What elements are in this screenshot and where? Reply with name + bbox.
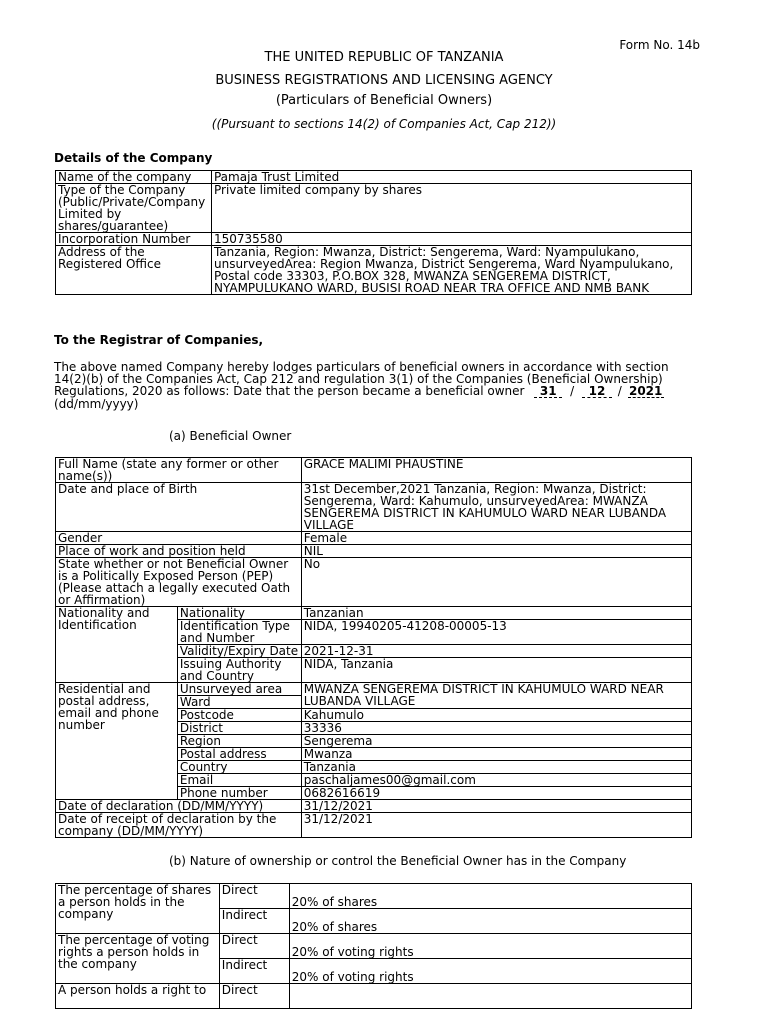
country-heading: THE UNITED REPUBLIC OF TANZANIA bbox=[264, 50, 504, 65]
company-section-title: Details of the Company bbox=[54, 151, 213, 165]
residential-group-label: Residential and postal address, email and phone number bbox=[56, 683, 178, 800]
shares-indirect-value: 20% of shares bbox=[289, 909, 691, 934]
shares-indirect-label: Indirect bbox=[219, 909, 289, 934]
postal-address-value: Mwanza bbox=[301, 748, 691, 761]
date-separator: / bbox=[570, 384, 575, 398]
dob-label: Date and place of Birth bbox=[56, 483, 302, 532]
table-row bbox=[56, 934, 692, 959]
company-type-value: Private limited company by shares bbox=[211, 184, 691, 233]
table-row bbox=[56, 800, 692, 813]
pursuant-note: ((Pursuant to sections 14(2) of Companies Act, Cap 212)) bbox=[211, 117, 557, 131]
work-label: Place of work and position held bbox=[56, 545, 302, 558]
company-type-label: Type of the Company (Public/Private/Company Limited by shares/guarantee) bbox=[56, 184, 212, 233]
region-value: Sengerema bbox=[301, 735, 691, 748]
right-direct-value bbox=[289, 984, 691, 1009]
beneficial-owner-title: (a) Beneficial Owner bbox=[169, 429, 292, 443]
beneficial-owner-table bbox=[55, 457, 692, 838]
table-row bbox=[56, 545, 692, 558]
table-row bbox=[56, 884, 692, 909]
registered-office-value: Tanzania, Region: Mwanza, District: Sengerema, Ward: Nyampulukano, unsurveyedArea: Region Mwanza, District Sengerema, Ward Nyampulukano, Postal code 33303, P.O.BOX 328, MWANZA SENGEREMA DISTRICT, NYAMPULUKANO WARD, BUSISI ROAD NEAR TRA OFFICE AND NMB BANK bbox=[211, 246, 691, 295]
gender-value: Female bbox=[301, 532, 691, 545]
registrar-title: To the Registrar of Companies, bbox=[54, 333, 264, 347]
validity-value: 2021-12-31 bbox=[301, 645, 691, 658]
unsurveyed-area-value: MWANZA SENGEREMA DISTRICT IN KAHUMULO WARD NEAR LUBANDA VILLAGE bbox=[301, 683, 691, 709]
nationality-label: Nationality bbox=[177, 607, 301, 620]
date-format-hint: (dd/mm/yyyy) bbox=[54, 397, 139, 411]
table-row bbox=[56, 532, 692, 545]
receipt-date-label: Date of receipt of declaration by the company (DD/MM/YYYY) bbox=[56, 813, 302, 838]
beneficial-date-day: 31 bbox=[534, 385, 562, 398]
table-row bbox=[56, 483, 692, 532]
phone-label: Phone number bbox=[177, 787, 301, 800]
nationality-value: Tanzanian bbox=[301, 607, 691, 620]
right-label: A person holds a right to bbox=[56, 984, 220, 1009]
voting-indirect-value: 20% of voting rights bbox=[289, 959, 691, 984]
issuing-authority-value: NIDA, Tanzania bbox=[301, 658, 691, 683]
shares-direct-value: 20% of shares bbox=[289, 884, 691, 909]
table-row bbox=[56, 458, 692, 483]
declaration-date-label: Date of declaration (DD/MM/YYYY) bbox=[56, 800, 302, 813]
company-details-table bbox=[55, 170, 692, 295]
lodgement-paragraph bbox=[54, 361, 704, 410]
postal-address-label: Postal address bbox=[177, 748, 301, 761]
pep-label: State whether or not Beneficial Owner is a Politically Exposed Person (PEP) (Please attach a legally executed Oath or Affirmation) bbox=[56, 558, 302, 607]
district-value: 33336 bbox=[301, 722, 691, 735]
table-row bbox=[56, 607, 692, 620]
company-name-label: Name of the company bbox=[56, 171, 212, 184]
company-name-value: Pamaja Trust Limited bbox=[211, 171, 691, 184]
receipt-date-value: 31/12/2021 bbox=[301, 813, 691, 838]
declaration-date-value: 31/12/2021 bbox=[301, 800, 691, 813]
pep-value: No bbox=[301, 558, 691, 607]
lodgement-text: The above named Company hereby lodges particulars of beneficial owners in accordance with section 14(2)(b) of the Companies Act, Cap 212 and regulation 3(1) of the Companies (Beneficial Ownership) Regulations, 2020 as follows: Date that the person became a beneficial owner bbox=[54, 360, 669, 398]
phone-value: 0682616619 bbox=[301, 787, 691, 800]
country-value: Tanzania bbox=[301, 761, 691, 774]
full-name-value: GRACE MALIMI PHAUSTINE bbox=[301, 458, 691, 483]
dob-value: 31st December,2021 Tanzania, Region: Mwanza, District: Sengerema, Ward: Kahumulo, unsurveyedArea: MWANZA SENGEREMA DISTRICT IN KAHUMULO WARD NEAR LUBANDA VILLAGE bbox=[301, 483, 691, 532]
shares-label: The percentage of shares a person holds in the company bbox=[56, 884, 220, 934]
voting-direct-value: 20% of voting rights bbox=[289, 934, 691, 959]
right-direct-label: Direct bbox=[219, 984, 289, 1009]
issuing-authority-label: Issuing Authority and Country bbox=[177, 658, 301, 683]
region-label: Region bbox=[177, 735, 301, 748]
district-label: District bbox=[177, 722, 301, 735]
table-row bbox=[56, 558, 692, 607]
full-name-label: Full Name (state any former or other name(s)) bbox=[56, 458, 302, 483]
ownership-table bbox=[55, 883, 692, 1009]
agency-heading: BUSINESS REGISTRATIONS AND LICENSING AGENCY bbox=[215, 73, 553, 88]
voting-label: The percentage of voting rights a person holds in the company bbox=[56, 934, 220, 984]
date-separator: / bbox=[617, 384, 622, 398]
id-type-value: NIDA, 19940205-41208-00005-13 bbox=[301, 620, 691, 645]
voting-indirect-label: Indirect bbox=[219, 959, 289, 984]
id-type-label: Identification Type and Number bbox=[177, 620, 301, 645]
registered-office-label: Address of the Registered Office bbox=[56, 246, 212, 295]
shares-direct-label: Direct bbox=[219, 884, 289, 909]
table-row bbox=[56, 184, 692, 233]
table-row bbox=[56, 233, 692, 246]
table-row bbox=[56, 171, 692, 184]
email-value: paschaljames00@gmail.com bbox=[301, 774, 691, 787]
table-row bbox=[56, 683, 692, 696]
table-row bbox=[56, 246, 692, 295]
gender-label: Gender bbox=[56, 532, 302, 545]
country-label: Country bbox=[177, 761, 301, 774]
postcode-value: Kahumulo bbox=[301, 709, 691, 722]
beneficial-date-year: 2021 bbox=[628, 384, 663, 398]
unsurveyed-area-label: Unsurveyed area bbox=[177, 683, 301, 696]
incorporation-number-label: Incorporation Number bbox=[56, 233, 212, 246]
form-subtitle: (Particulars of Beneficial Owners) bbox=[275, 93, 493, 108]
voting-direct-label: Direct bbox=[219, 934, 289, 959]
ward-label: Ward bbox=[177, 696, 301, 709]
incorporation-number-value: 150735580 bbox=[211, 233, 691, 246]
ownership-section-title: (b) Nature of ownership or control the Beneficial Owner has in the Company bbox=[169, 854, 627, 868]
table-row bbox=[56, 813, 692, 838]
work-value: NIL bbox=[301, 545, 691, 558]
nationality-group-label: Nationality and Identification bbox=[56, 607, 178, 683]
beneficial-date-month: 12 bbox=[582, 385, 612, 398]
validity-label: Validity/Expiry Date bbox=[177, 645, 301, 658]
table-row bbox=[56, 984, 692, 1009]
form-number: Form No. 14b bbox=[619, 38, 700, 52]
email-label: Email bbox=[177, 774, 301, 787]
postcode-label: Postcode bbox=[177, 709, 301, 722]
